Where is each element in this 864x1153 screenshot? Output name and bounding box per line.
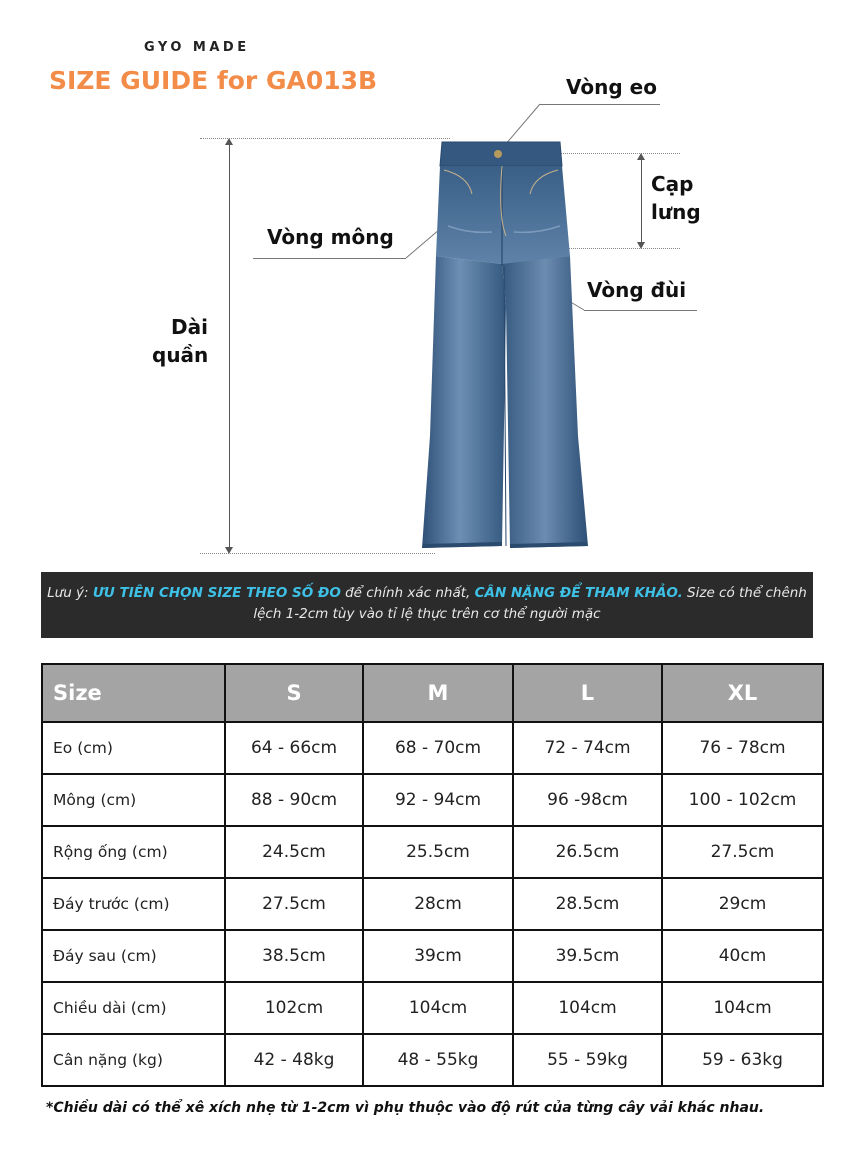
note-banner (41, 572, 813, 638)
table-cell: 40cm (662, 930, 823, 982)
table-cell: 59 - 63kg (662, 1034, 823, 1086)
waistband-arrow-line (641, 157, 642, 244)
table-row (42, 878, 823, 930)
table-cell: 27.5cm (225, 878, 363, 930)
page-title: SIZE GUIDE for GA013B (49, 66, 378, 95)
waistband-label-line2: lưng (651, 200, 701, 224)
table-header: M (363, 664, 513, 722)
table-row (42, 722, 823, 774)
table-cell: 55 - 59kg (513, 1034, 662, 1086)
hip-label: Vòng mông (267, 225, 394, 249)
length-label-line2: quần (152, 343, 209, 367)
table-cell: 76 - 78cm (662, 722, 823, 774)
table-cell: Mông (cm) (42, 774, 225, 826)
table-cell: 72 - 74cm (513, 722, 662, 774)
waistband-arrow-up-icon (637, 153, 645, 160)
brand-name: GYO MADE (144, 40, 250, 55)
table-cell: 68 - 70cm (363, 722, 513, 774)
note-prefix: Lưu ý: (47, 585, 93, 601)
table-row (42, 930, 823, 982)
jeans-image (410, 136, 600, 556)
table-cell: Cân nặng (kg) (42, 1034, 225, 1086)
table-header-row (42, 664, 823, 722)
hip-pointer-line (253, 258, 406, 259)
table-row (42, 826, 823, 878)
table-cell: 39cm (363, 930, 513, 982)
table-cell: Đáy trước (cm) (42, 878, 225, 930)
waistband-label-line1: Cạp (651, 172, 694, 196)
table-cell: 100 - 102cm (662, 774, 823, 826)
table-cell: 42 - 48kg (225, 1034, 363, 1086)
thigh-label: Vòng đùi (587, 278, 687, 302)
table-cell: 102cm (225, 982, 363, 1034)
length-label-line1: Dài (171, 315, 208, 339)
note-highlight-weight: CÂN NẶNG ĐỂ THAM KHẢO. (474, 585, 683, 601)
table-cell: 104cm (513, 982, 662, 1034)
table-cell: Chiều dài (cm) (42, 982, 225, 1034)
note-highlight-measurements: ƯU TIÊN CHỌN SIZE THEO SỐ ĐO (92, 585, 341, 601)
table-cell: 96 -98cm (513, 774, 662, 826)
table-header: S (225, 664, 363, 722)
table-row (42, 774, 823, 826)
table-cell: 104cm (662, 982, 823, 1034)
table-cell: 28.5cm (513, 878, 662, 930)
table-cell: 92 - 94cm (363, 774, 513, 826)
table-cell: 39.5cm (513, 930, 662, 982)
thigh-pointer-line (584, 310, 697, 311)
table-cell: 48 - 55kg (363, 1034, 513, 1086)
table-cell: 26.5cm (513, 826, 662, 878)
length-label (152, 313, 208, 369)
table-cell: Rộng ống (cm) (42, 826, 225, 878)
table-row (42, 982, 823, 1034)
table-row (42, 1034, 823, 1086)
table-cell: Đáy sau (cm) (42, 930, 225, 982)
waist-label: Vòng eo (566, 75, 657, 99)
size-table (41, 663, 824, 1087)
table-cell: 24.5cm (225, 826, 363, 878)
waist-pointer-line (540, 104, 660, 105)
table-cell: 64 - 66cm (225, 722, 363, 774)
length-arrow-down-icon (225, 547, 233, 554)
table-cell: 28cm (363, 878, 513, 930)
table-header: XL (662, 664, 823, 722)
table-header: Size (42, 664, 225, 722)
footnote: *Chiều dài có thể xê xích nhẹ từ 1-2cm vì phụ thuộc vào độ rút của từng cây vải khác nhau. (46, 1100, 765, 1116)
waistband-arrow-down-icon (637, 242, 645, 249)
note-middle: để chính xác nhất, (340, 585, 475, 601)
table-cell: 29cm (662, 878, 823, 930)
note-suffix: Size có thể chênh lệch 1-2cm tùy vào tỉ lệ thực trên cơ thể người mặc (253, 585, 807, 622)
table-header: L (513, 664, 662, 722)
table-cell: 25.5cm (363, 826, 513, 878)
table-cell: 88 - 90cm (225, 774, 363, 826)
table-cell: Eo (cm) (42, 722, 225, 774)
length-arrow-up-icon (225, 138, 233, 145)
table-cell: 104cm (363, 982, 513, 1034)
waistband-label (651, 170, 701, 226)
table-cell: 27.5cm (662, 826, 823, 878)
table-cell: 38.5cm (225, 930, 363, 982)
bottom-guide-line (200, 553, 435, 554)
length-arrow-line (229, 142, 230, 550)
